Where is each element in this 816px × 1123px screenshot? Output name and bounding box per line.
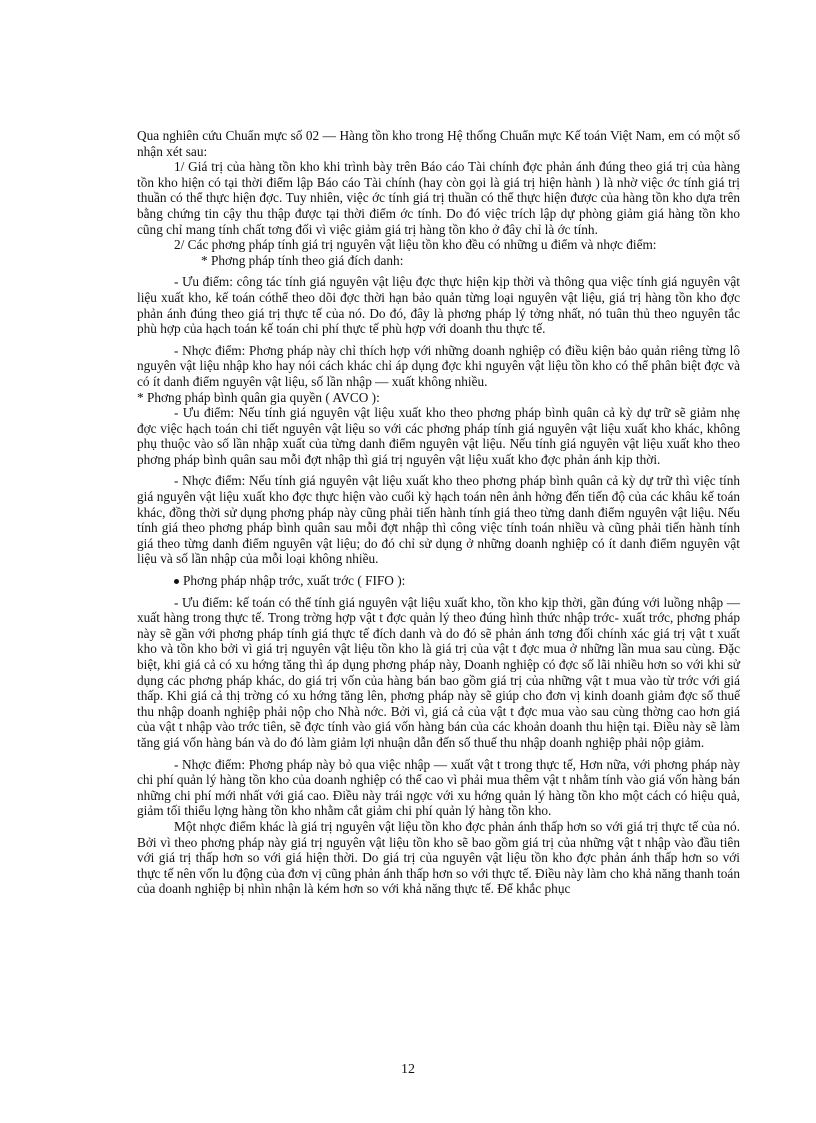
advantages-avco: - Ưu điểm: Nếu tính giá nguyên vật liệu xuất kho theo phơng pháp bình quân cả kỳ dự trữ sẽ giảm nhẹ đợc việc hạch toán chi tiết nguyên vật liệu so với các phơng pháp tính giá nguyên vật liệu xuất kho khác, không phụ thuộc vào số lần nhập xuất của từng danh điểm nguyên vật liệu. Nếu tính giá nguyên vật liệu xuất kho theo phơng pháp bình quân sau mỗi đợt nhập thì giá trị nguyên vật liệu xuất kho đợc phản ánh kịp thời. bbox=[137, 405, 740, 467]
advantages-specific: - Ưu điểm: công tác tính giá nguyên vật liệu đợc thực hiện kịp thời và thông qua việc tính giá nguyên vật liệu xuất kho, kế toán cóthể theo dõi đợc thời hạn bảo quản từng loại nguyên vật liệu, giá trị hàng tồn kho đợc phản ánh đúng theo giá trị thực tế của nó. Do đó, đây là phơng pháp lý tởng nhất, nó tuân thủ theo nguyên tắc phù hợp của hạch toán kế toán chi phí thực tế phù hợp với doanh thu thực tế. bbox=[137, 274, 740, 337]
page-number: 12 bbox=[401, 1062, 415, 1077]
paragraph-2: 2/ Các phơng pháp tính giá trị nguyên vật liệu tồn kho đều có những u điểm và nhợc điểm: bbox=[174, 237, 657, 253]
intro-paragraph: Qua nghiên cứu Chuẩn mực số 02 — Hàng tồn kho trong Hệ thống Chuẩn mực Kế toán Việt Nam, em có một số nhận xét sau: bbox=[137, 128, 740, 159]
disadvantages-fifo: - Nhợc điểm: Phơng pháp này bỏ qua việc nhập — xuất vật t trong thực tế, Hơn nữa, với phơng pháp này chi phí quản lý hàng tồn kho của doanh nghiệp có thể cao vì phải mua thêm vật t nhằm tính vào giá vốn hàng bán những chi phí mới nhất với giá cao. Điều này trái ngợc với xu hớng quản lý hàng tồn kho một cách có hiệu quả, giảm tối thiểu lợng hàng tồn kho nhằm cắt giảm chi phí quản lý hàng tồn kho. bbox=[137, 756, 741, 819]
document-page bbox=[137, 128, 740, 897]
paragraph-1: 1/ Giá trị của hàng tồn kho khi trình bày trên Báo cáo Tài chính đợc phản ánh đúng theo giá trị của hàng tồn kho hiện có tại thời điểm lập Báo cáo Tài chính (hay còn gọi là giá trị hiện hành ) là nhờ việc ớc tính giá trị thuần có thể thực hiện đợc. Tuy nhiên, việc ớc tính giá trị thuần có thể thực hiện được của hàng tồn kho dựa trên bằng chứng tin cậy thu thập được tại thời điểm ớc tính. Do đó việc trích lập dự phòng giảm giá hàng tồn kho cũng chỉ mang tính chất tơng đối vì việc giảm giá trị hàng tồn kho ở đây chỉ là ớc tính. bbox=[137, 159, 740, 237]
heading-fifo-text: Phơng pháp nhập trớc, xuất trớc ( FIFO ): bbox=[183, 573, 406, 589]
heading-specific-identification: * Phơng pháp tính theo giá đích danh: bbox=[201, 252, 404, 268]
paragraph-other-disadvantage: Một nhợc điểm khác là giá trị nguyên vật liệu tồn kho đợc phản ánh thấp hơn so với giá trị thực tế của nó. Bởi vì theo phơng pháp này giá trị nguyên vật liệu tồn kho sẽ bao gồm giá trị của những vật t nhập vào đầu tiên với giá trị thấp hơn so với giá hiện thời. Do giá trị của nguyên vật liệu tồn kho đợc phản ánh thấp hơn so với thực tế nên vốn lu động của đơn vị cũng phản ánh thấp hơn so với thực tế. Điều này làm cho khả năng thanh toán của doanh nghiệp bị nhìn nhận là kém hơn so với khả năng thực tế. Để khắc phục bbox=[137, 818, 740, 897]
advantages-fifo: - Ưu điểm: kế toán có thể tính giá nguyên vật liệu xuất kho, tồn kho kịp thời, gần đúng với luồng nhập — xuất hàng trong thực tế. Trong trờng hợp vật t đợc quản lý theo đúng hình thức nhập trớc- xuất trớc, phơng pháp này sẽ gần với phơng pháp tính giá thực tế đích danh và do đó sẽ phản ánh tơng đối chính xác giá trị vật t xuất kho và tồn kho bởi vì giá trị nguyên vật liệu tồn kho là giá trị của vật t đợc mua ở những lần mua sau cùng. Đặc biệt, khi giá cả có xu hớng tăng thì áp dụng phơng pháp này, Doanh nghiệp có đợc số lãi nhiều hơn so với khi sử dụng các phơng pháp khác, do giá trị vốn của hàng bán bao gồm giá trị của những vật t mua vào từ trớc với giá thấp. Khi giá cả thị trờng có xu hớng tăng lên, phơng pháp này sẽ giúp cho đơn vị kinh doanh giảm đợc số thuế thu nhập doanh nghiệp phải nộp cho Nhà nớc. Bởi vì, giá cả của vật t đợc mua vào sau cùng thờng cao hơn giá của vật t nhập vào trớc tiên, sẽ đợc tính vào giá vốn hàng bán của các khoản doanh thu hiện tại. Điều này sẽ làm tăng giá vốn hàng bán và do đó làm giảm lợi nhuận dẫn đến số thuế thu nhập doanh nghiệp phải nộp giảm. bbox=[137, 594, 740, 750]
heading-avco: * Phơng pháp bình quân gia quyền ( AVCO ): bbox=[137, 389, 380, 405]
disadvantages-avco: - Nhợc điểm: Nếu tính giá nguyên vật liệu xuất kho theo phơng pháp bình quân cả kỳ dự trữ thì việc tính giá nguyên vật liệu xuất kho đợc thực hiện vào cuối kỳ hạch toán nên ảnh hởng đến tiến độ của các khâu kế toán khác, đồng thời sử dụng phơng pháp này cũng phải tiến hành tính giá theo từng danh điểm nguyên vật liệu. Nếu tính giá theo phơng pháp bình quân sau mỗi đợt nhập thì công việc tính toán nhiều và cũng phải tiến hành tính giá theo từng danh điểm nguyên vật liệu; do đó chỉ sử dụng ở những doanh nghiệp có ít danh điểm nguyên vật liệu và số lần nhập của mỗi loại không nhiều. bbox=[137, 473, 740, 567]
bullet-icon bbox=[174, 579, 179, 584]
heading-fifo bbox=[137, 573, 740, 589]
disadvantages-specific: - Nhợc điểm: Phơng pháp này chỉ thích hợp với những doanh nghiệp có điều kiện bảo quản riêng từng lô nguyên vật liệu nhập kho hay nói cách khác chỉ áp dụng đợc khi nguyên vật liệu tồn kho có thể phân biệt đợc và có ít danh điểm nguyên vật liệu, số lần nhập — xuất không nhiều. bbox=[137, 342, 740, 389]
